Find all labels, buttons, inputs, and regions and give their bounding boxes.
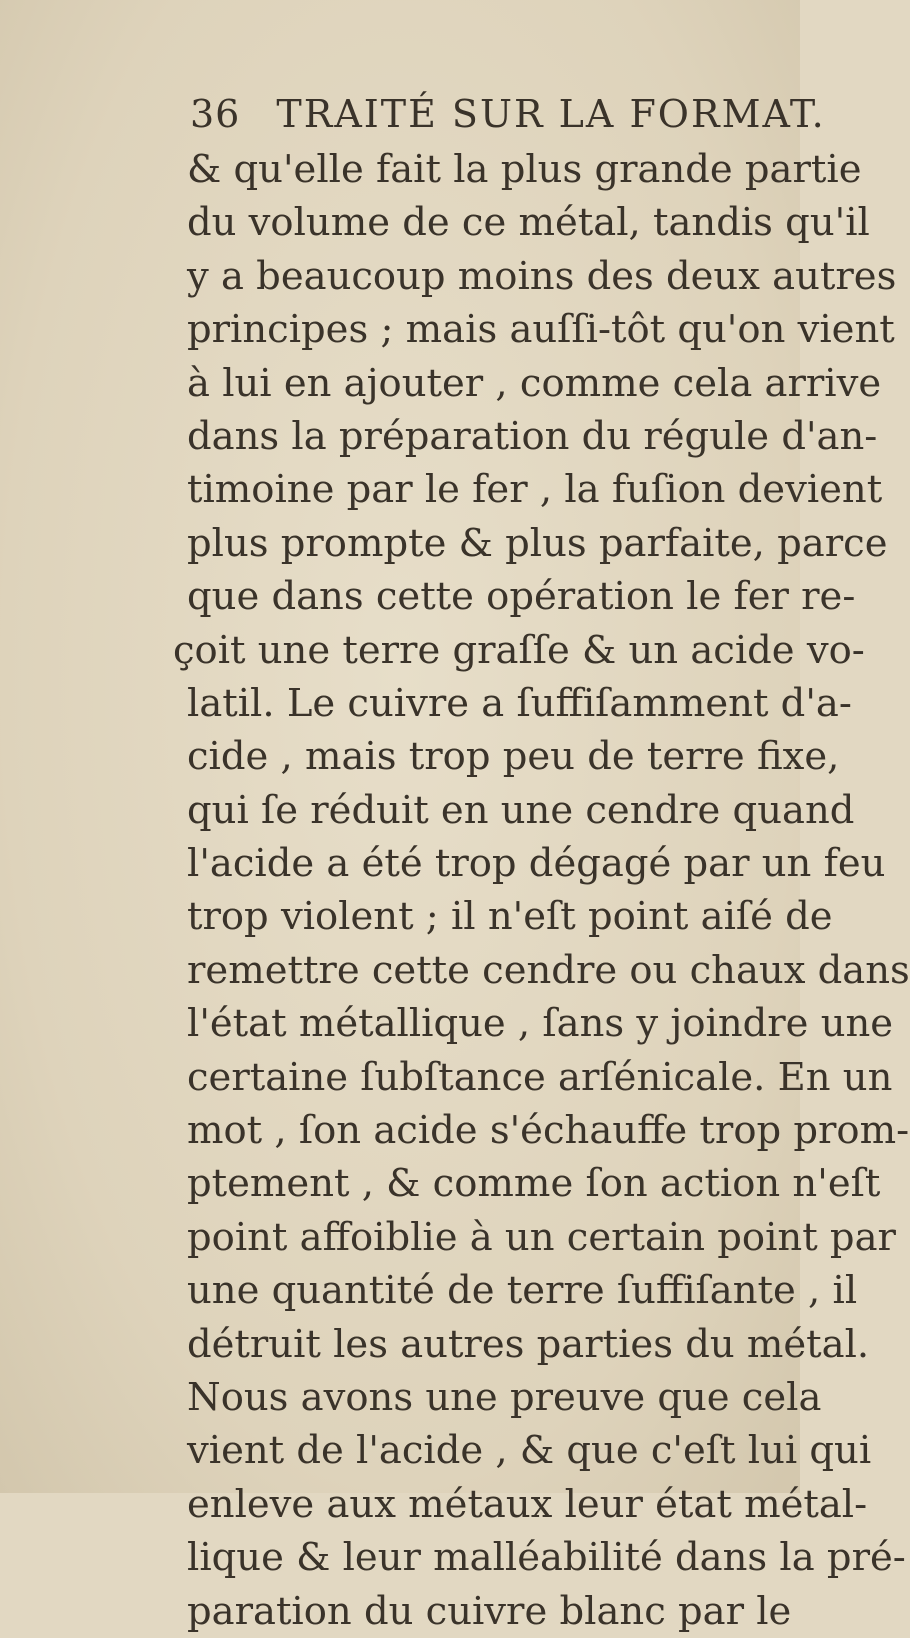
page-header: [190, 92, 826, 136]
text-line: paration du cuivre blanc par le: [187, 1588, 792, 1634]
text-line: enleve aux métaux leur état métal-: [187, 1481, 868, 1527]
text-line: à lui en ajouter , comme cela arrive: [187, 360, 882, 406]
page-number: 36: [190, 92, 241, 136]
text-line: cide , mais trop peu de terre fixe,: [187, 734, 840, 780]
text-line: l'état métallique , ſans y joindre une: [187, 1001, 894, 1047]
text-line: çoit une terre graſſe & un acide vo-: [173, 627, 865, 673]
text-line: Nous avons une preuve que cela: [187, 1374, 822, 1420]
body-text: [173, 143, 910, 1638]
text-line: vient de l'acide , & que c'eſt lui qui: [187, 1428, 872, 1474]
text-line: remettre cette cendre ou chaux dans: [187, 947, 910, 993]
text-line: du volume de ce métal, tandis qu'il: [187, 200, 870, 246]
text-line: lique & leur malléabilité dans la pré-: [187, 1535, 906, 1581]
text-line: détruit les autres parties du métal.: [187, 1321, 870, 1367]
text-line: latil. Le cuivre a ſuffiſamment d'a-: [187, 680, 852, 726]
text-line: timoine par le fer , la fuſion devient: [187, 467, 883, 513]
text-line: principes ; mais auſſi-tôt qu'on vient: [187, 307, 895, 353]
text-line: certaine ſubſtance arſénicale. En un: [187, 1054, 893, 1100]
text-line: ptement , & comme ſon action n'eſt: [187, 1161, 881, 1207]
text-line: mot , ſon acide s'échauffe trop prom-: [187, 1108, 910, 1154]
text-line: qui ſe réduit en une cendre quand: [187, 787, 855, 833]
text-line: & qu'elle fait la plus grande partie: [187, 147, 862, 192]
text-line: une quantité de terre ſuffiſante , il: [187, 1268, 858, 1314]
text-line: plus prompte & plus parfaite, parce: [187, 520, 888, 566]
text-line: trop violent ; il n'eſt point aiſé de: [187, 894, 833, 940]
running-title: TRAITÉ SUR LA FORMAT.: [276, 92, 826, 136]
text-line: point affoiblie à un certain point par: [187, 1214, 896, 1260]
text-line: que dans cette opération le fer re-: [187, 574, 856, 620]
text-line: dans la préparation du régule d'an-: [187, 413, 878, 459]
text-line: l'acide a été trop dégagé par un feu: [187, 841, 886, 887]
text-line: y a beaucoup moins des deux autres: [187, 253, 897, 299]
